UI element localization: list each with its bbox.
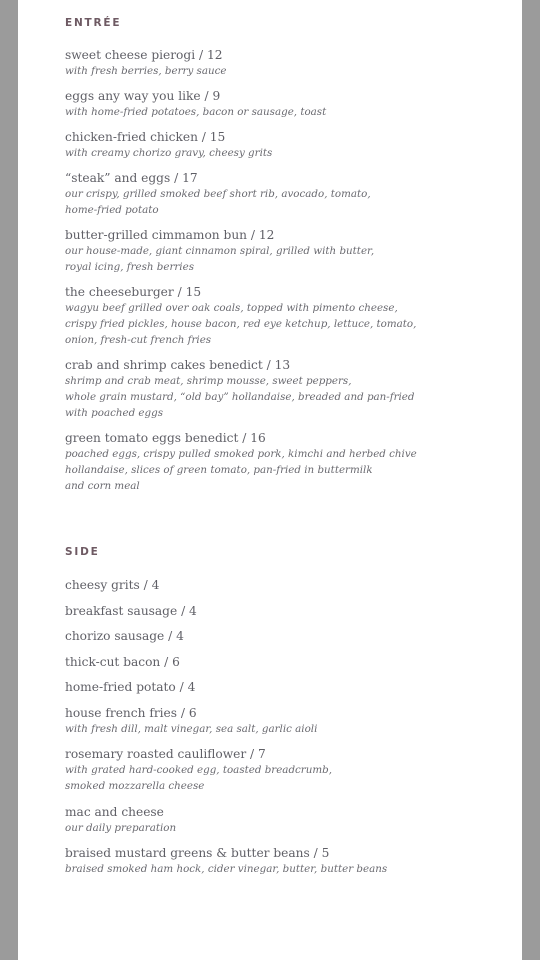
section-title-entree: ENTRÉE [65, 17, 122, 29]
menu-item-description: braised smoked ham hock, cider vinegar, butter, butter beans [65, 863, 388, 875]
menu-item-title: “steak” and eggs / 17 [65, 171, 198, 185]
menu-item-description: our daily preparation [65, 821, 177, 834]
menu-item-title: eggs any way you like / 9 [65, 89, 221, 103]
menu-item-description: with creamy chorizo gravy, cheesy grits [65, 147, 273, 159]
menu-item-description: shrimp and crab meat, shrimp mousse, sweet peppers, whole grain mustard, “old bay” hollandaise, breaded and pan-fried with poached eggs [65, 375, 415, 419]
menu-item-description: with grated hard-cooked egg, toasted breadcrumb, smoked mozzarella cheese [65, 764, 332, 792]
menu-item [65, 129, 505, 161]
menu-item [65, 47, 505, 79]
menu-item [65, 284, 505, 348]
menu-page [18, 0, 522, 960]
menu-item-description: with fresh berries, berry sauce [65, 65, 227, 77]
menu-item-description: our house-made, giant cinnamon spiral, grilled with butter, royal icing, fresh berries [65, 245, 375, 273]
menu-item-title: braised mustard greens & butter beans / 5 [65, 846, 330, 860]
menu-item [65, 430, 505, 494]
menu-item-title: cheesy grits / 4 [65, 578, 160, 592]
menu-item-title: thick-cut bacon / 6 [65, 654, 180, 669]
section-title-side: SIDE [65, 546, 100, 558]
menu-item [65, 845, 505, 877]
menu-item-description: wagyu beef grilled over oak coals, topped with pimento cheese, crispy fried pickles, house bacon, red eye ketchup, lettuce, tomato, onion, fresh-cut french fries [65, 302, 417, 346]
menu-item-description: with home-fried potatoes, bacon or sausage, toast [65, 106, 327, 118]
menu-item [65, 577, 505, 593]
menu-item [65, 705, 505, 737]
menu-item-description: our crispy, grilled smoked beef short rib, avocado, tomato, home-fried potato [65, 188, 371, 216]
entree-list [65, 47, 505, 503]
menu-item-title: mac and cheese [65, 804, 164, 819]
menu-item-title: chorizo sausage / 4 [65, 629, 184, 643]
menu-item [65, 804, 505, 836]
menu-item [65, 357, 505, 421]
menu-item-title: the cheeseburger / 15 [65, 285, 202, 299]
menu-item [65, 603, 505, 619]
menu-item-description: with fresh dill, malt vinegar, sea salt, garlic aioli [65, 722, 318, 735]
menu-item-title: butter-grilled cimmamon bun / 12 [65, 228, 275, 242]
menu-item [65, 227, 505, 275]
menu-item-title: crab and shrimp cakes benedict / 13 [65, 358, 291, 372]
menu-item-title: breakfast sausage / 4 [65, 603, 197, 618]
menu-item-title: green tomato eggs benedict / 16 [65, 431, 266, 445]
menu-item-title: house french fries / 6 [65, 705, 197, 720]
menu-item [65, 628, 505, 644]
menu-item-description: poached eggs, crispy pulled smoked pork, kimchi and herbed chive hollandaise, slices of green tomato, pan-fried in buttermilk and corn meal [65, 448, 417, 492]
menu-item [65, 654, 505, 670]
menu-item-title: sweet cheese pierogi / 12 [65, 48, 223, 62]
menu-item-title: home-fried potato / 4 [65, 680, 196, 694]
menu-item [65, 679, 505, 695]
menu-item-title: chicken-fried chicken / 15 [65, 130, 226, 144]
menu-item [65, 746, 505, 794]
menu-item-title: rosemary roasted cauliflower / 7 [65, 747, 266, 761]
menu-item [65, 170, 505, 218]
menu-item [65, 88, 505, 120]
side-list [65, 577, 505, 887]
